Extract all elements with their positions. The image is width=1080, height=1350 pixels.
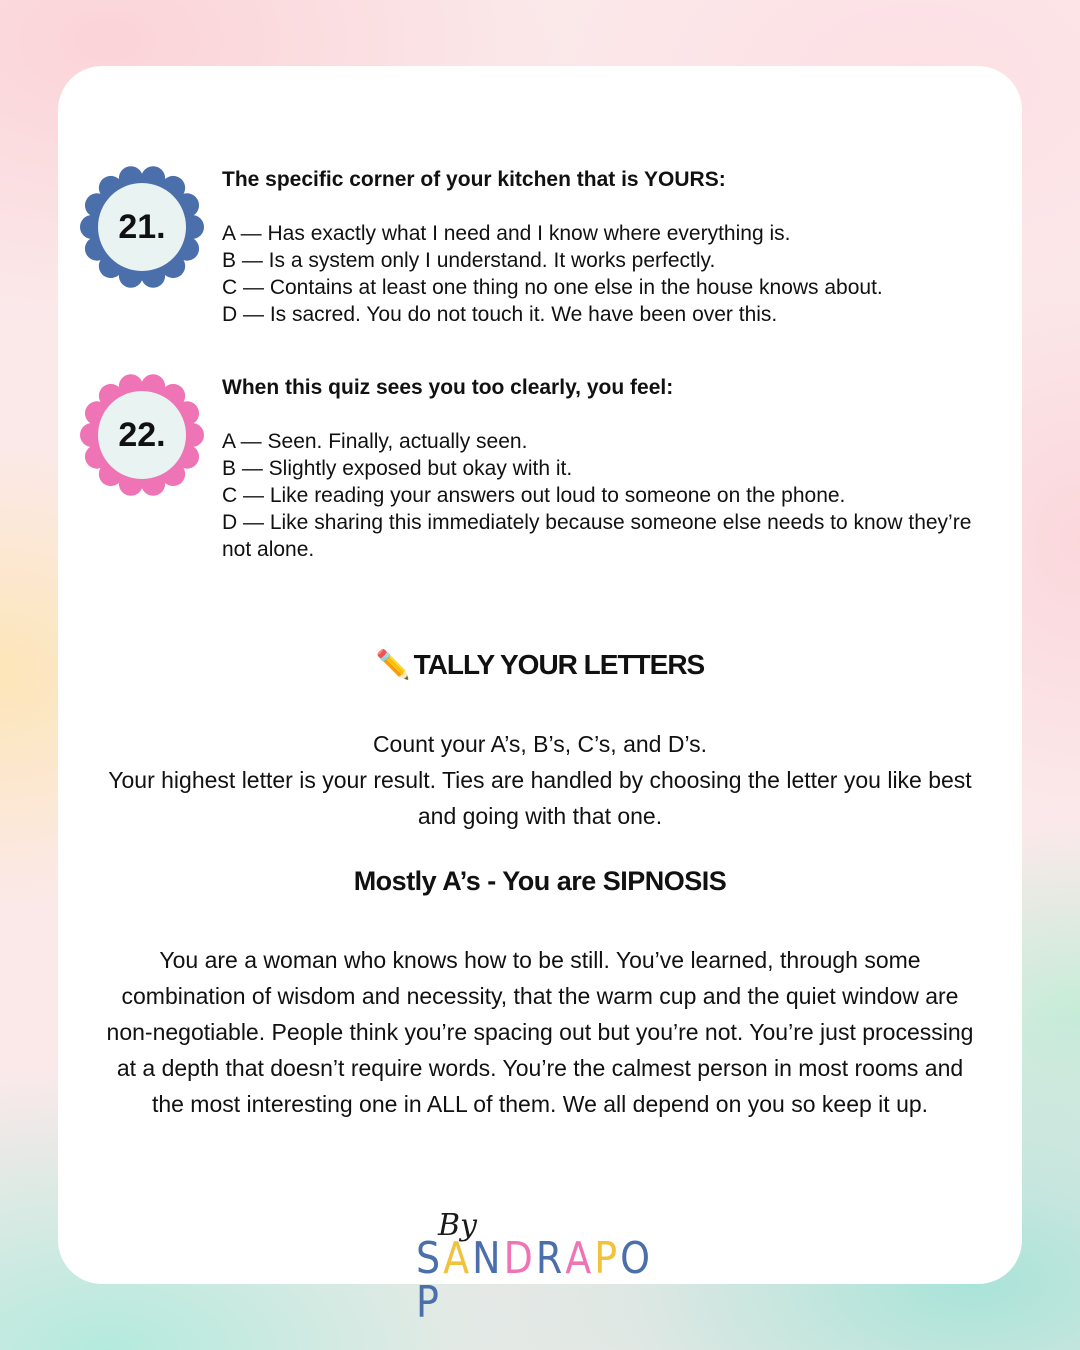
question-number: 21. [118,207,166,246]
option-a: A — Seen. Finally, actually seen. [222,430,528,453]
question-21 [222,166,1002,328]
option-d: D — Like sharing this immediately because someone else needs to know they’re not alone. [222,511,972,561]
sandrapop-logo [414,1206,674,1328]
option-a: A — Has exactly what I need and I know where everything is. [222,222,791,245]
logo-letter: A [443,1232,473,1284]
logo-letter: A [565,1232,595,1284]
result-description: You are a woman who knows how to be still. You’ve learned, through some combination of wisdom and necessity, that the warm cup and the quiet window are non-negotiable. People think you’re spacing out but you’re not. You’re just processing at a depth that doesn’t require words. You’re the calmest person in most rooms and the most interesting one in ALL of them. We all depend on you so keep it up. [106,947,974,1117]
option-d: D — Is sacred. You do not touch it. We have been over this. [222,303,778,326]
logo-letter: R [535,1232,566,1284]
logo-name [416,1232,674,1328]
tally-instructions [108,726,972,834]
pencil-icon: ✏️ [375,649,410,680]
option-c: C — Like reading your answers out loud to someone on the phone. [222,484,846,507]
option-b: B — Slightly exposed but okay with it. [222,457,573,480]
tally-line-2: Your highest letter is your result. Ties are handled by choosing the letter you like best and going with that one. [108,767,972,829]
option-b: B — Is a system only I understand. It works perfectly. [222,249,716,272]
logo-letter: N [472,1232,504,1284]
tally-line-1: Count your A’s, B’s, C’s, and D’s. [372,731,708,757]
logo-letter: S [416,1232,444,1284]
question-number: 22. [118,415,166,454]
logo-by: By [438,1208,477,1243]
logo-letter: P [416,1276,442,1328]
logo-letter: D [503,1232,536,1284]
result-title: Mostly A’s - You are SIPNOSIS [353,866,727,896]
tally-title: TALLY YOUR LETTERS [413,649,705,680]
logo-letter: P [594,1232,621,1284]
question-22-badge [78,371,206,499]
option-c: C — Contains at least one thing no one else in the house knows about. [222,276,883,299]
question-title: When this quiz sees you too clearly, you feel: [222,376,674,399]
question-22 [222,374,1002,563]
tally-heading [58,648,1022,681]
question-title: The specific corner of your kitchen that is YOURS: [222,168,726,191]
logo-letter: O [620,1232,654,1284]
question-21-badge [78,163,206,291]
